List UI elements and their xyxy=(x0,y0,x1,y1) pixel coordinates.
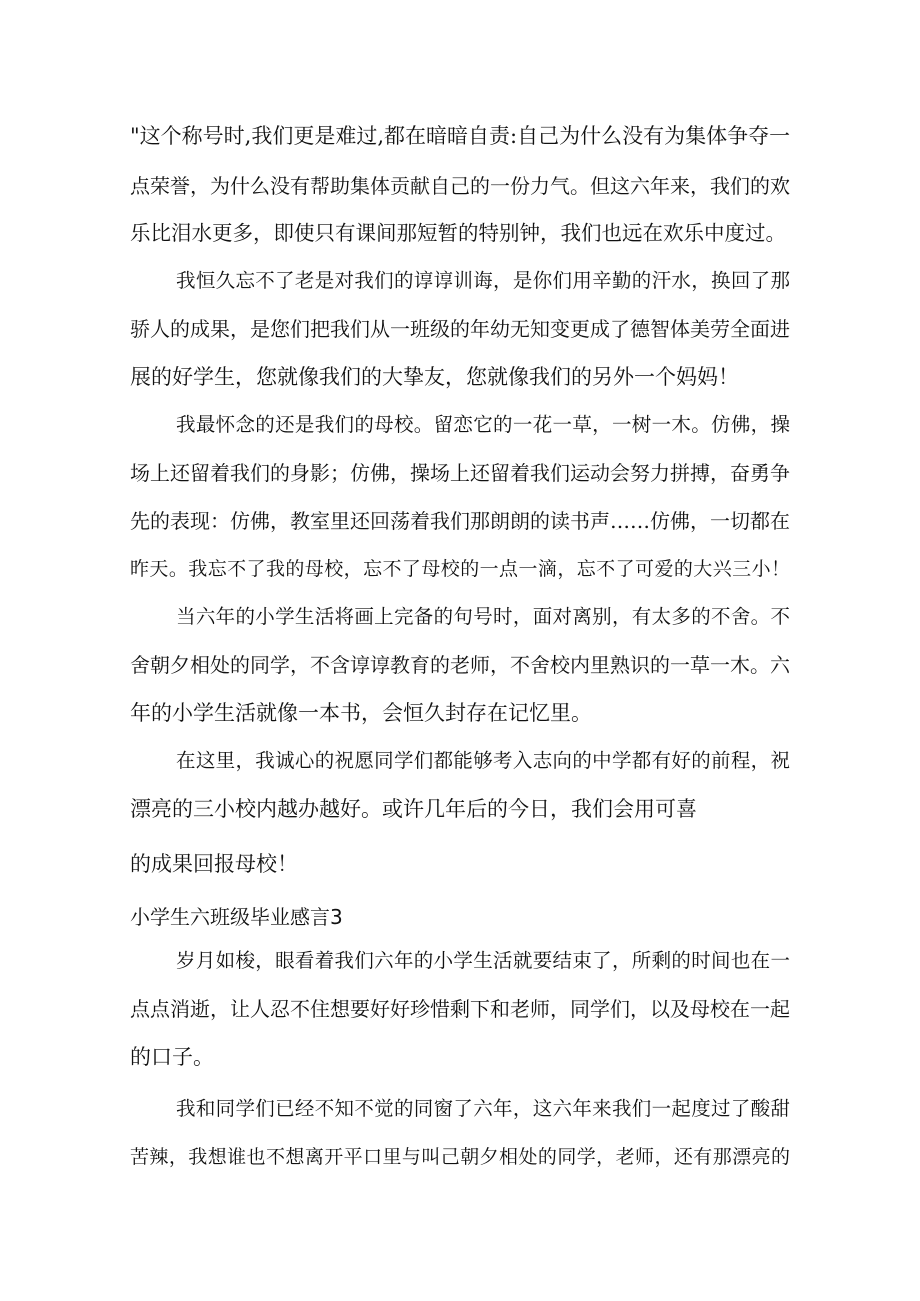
text-line: 舍朝夕相处的同学，不含谆谆教育的老师，不舍校内里熟识的一草一木。六 xyxy=(130,653,790,677)
text-line: 年的小学生活就像一本书，会恒久封存在记忆里。 xyxy=(130,701,592,725)
text-line: 的成果回报母校！ xyxy=(130,852,298,876)
text-line: 乐比泪水更多，即使只有课间那短暂的特别钟，我们也远在欢乐中度过。 xyxy=(130,221,786,245)
text-line: 点点消逝，让人忍不住想要好好珍惜剩下和老师，同学们，以及母校在一起 xyxy=(130,997,790,1021)
text-line: 点荣誉，为什么没有帮助集体贡献自己的一份力气。但这六年来，我们的欢 xyxy=(130,174,790,198)
text-line: 在这里，我诚心的祝愿同学们都能够考入志向的中学都有好的前程，祝 xyxy=(176,749,790,772)
text-line: 先的表现：仿佛，教室里还回荡着我们那朗朗的读书声……仿佛，一切都在 xyxy=(130,509,790,533)
text-line: 当六年的小学生活将画上完备的句号时，面对离别，有太多的不舍。不 xyxy=(176,605,790,628)
text-line: 骄人的成果，是您们把我们从一班级的年幼无知变更成了德智体美劳全面进 xyxy=(130,317,790,341)
text-line: 我最怀念的还是我们的母校。留恋它的一花一草，一树一木。仿佛，操 xyxy=(176,413,790,436)
text-line: 岁月如梭，眼看着我们六年的小学生活就要结束了，所剩的时间也在一 xyxy=(176,949,790,972)
text-line: "这个称号时,我们更是难过,都在暗暗自责:自己为什么没有为集体争夺一 xyxy=(130,124,791,148)
text-line: 漂亮的三小校内越办越好。或许几年后的今日，我们会用可喜 xyxy=(130,797,697,821)
text-line: 苦辣，我想谁也不想离开平口里与叫己朝夕相处的同学，老师，还有那漂亮的 xyxy=(130,1146,790,1168)
text-line: 场上还留着我们的身影；仿佛，操场上还留着我们运动会努力拼搏，奋勇争 xyxy=(130,461,790,485)
text-line: 我恒久忘不了老是对我们的谆谆训诲，是你们用辛勤的汗水，换回了那 xyxy=(176,269,790,292)
text-line: 的口子。 xyxy=(130,1045,214,1069)
text-line: 展的好学生，您就像我们的大挚友，您就像我们的另外一个妈妈！ xyxy=(130,365,739,389)
text-line: 我和同学们已经不知不觉的同窗了六年，这六年来我们一起度过了酸甜 xyxy=(176,1097,790,1120)
section-heading: 小学生六班级毕业感言3 xyxy=(130,905,343,929)
text-line: 昨天。我忘不了我的母校，忘不了母校的一点一滴，忘不了可爱的大兴三小！ xyxy=(130,558,790,580)
